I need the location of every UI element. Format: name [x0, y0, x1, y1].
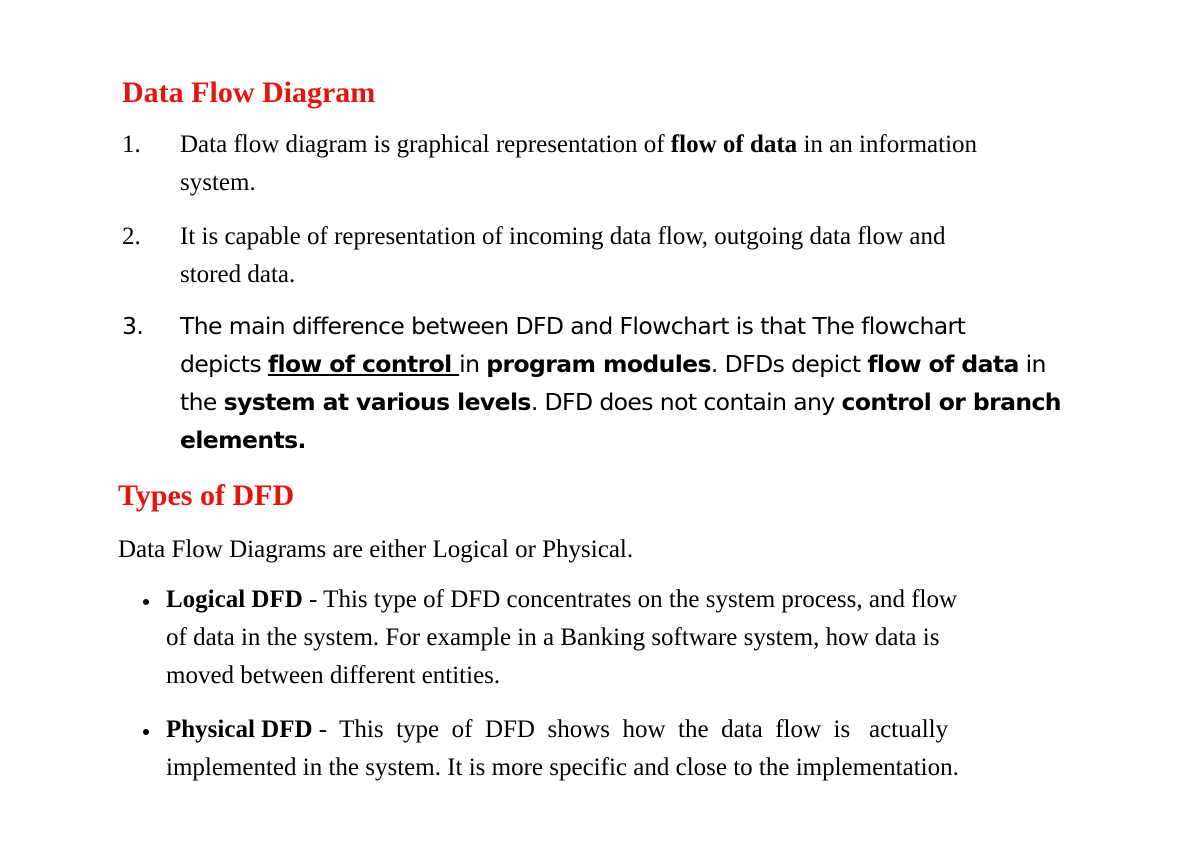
item-3-bold-program-modules: program modules: [486, 350, 711, 378]
item-3-text-dfds: . DFDs depict: [710, 350, 868, 378]
bullet-2-text: - This type of DFD shows how the data flow is actually: [312, 716, 949, 743]
bullet-1-term: Logical DFD: [166, 586, 303, 613]
bullet-1-line-2: of data in the system. For example in a Banking software system, how data is: [166, 624, 940, 651]
item-3-underlined-flow-of-control: flow of control: [267, 350, 460, 378]
list-number-3: 3.: [122, 312, 144, 340]
types-intro: Data Flow Diagrams are either Logical or Physical.: [118, 536, 634, 563]
bullet-1-line-3: moved between different entities.: [166, 662, 501, 689]
bullet-2-term: Physical DFD: [166, 716, 313, 743]
item-3-line-1: The main difference between DFD and Flowchart is that The flowchart: [180, 312, 966, 340]
item-3-text-does-not: . DFD does not contain any: [530, 388, 842, 416]
item-3-bold-system-levels: system at various levels: [223, 388, 531, 416]
item-2-line-2: stored data.: [180, 261, 296, 288]
heading-data-flow-diagram: Data Flow Diagram: [122, 76, 376, 109]
item-3-bold-control-branch: control or branch: [841, 388, 1061, 416]
item-1-text-tail: in an information: [797, 131, 978, 158]
item-1-line-1: [180, 132, 1105, 157]
list-number-2: 2.: [122, 223, 141, 250]
item-1-bold-flow-of-data: flow of data: [670, 131, 798, 158]
bullet-1-text: - This type of DFD concentrates on the system process, and flow: [302, 586, 958, 613]
item-1-line-2: system.: [180, 169, 256, 196]
bullet-1-line-1: [166, 587, 957, 612]
item-1-text: Data flow diagram is graphical representation of: [180, 131, 671, 158]
item-3-text-the: the: [180, 388, 224, 416]
item-2-line-1: It is capable of representation of incoming data flow, outgoing data flow and: [180, 223, 946, 250]
item-3-bold-flow-of-data: flow of data: [867, 350, 1019, 378]
bullet-2-line-2: implemented in the system. It is more specific and close to the implementation.: [166, 754, 959, 781]
item-3-line-3: [180, 388, 1061, 416]
heading-types-of-dfd: Types of DFD: [118, 479, 295, 512]
list-number-1: 1.: [122, 131, 141, 158]
bullet-icon: [143, 599, 149, 605]
item-3-line-4: elements.: [180, 426, 306, 454]
item-3-line-2: [180, 350, 1046, 378]
item-3-text-in: in: [459, 350, 487, 378]
bullet-icon: [143, 729, 149, 735]
item-3-text-in-end: in: [1018, 350, 1046, 378]
bullet-2-line-1: [166, 717, 948, 742]
item-3-text: depicts: [180, 350, 268, 378]
